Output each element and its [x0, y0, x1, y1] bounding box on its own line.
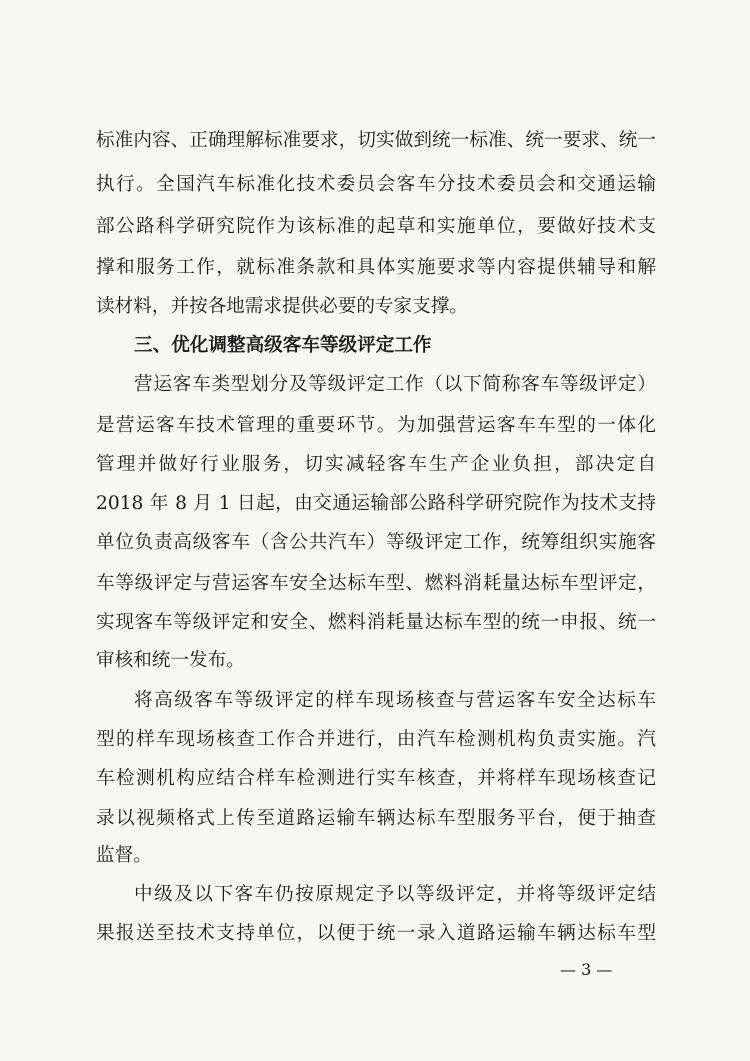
section-heading: 三、优化调整高级客车等级评定工作	[134, 335, 432, 356]
paragraph-2-line-2: 是营运客车技术管理的重要环节。为加强营运客车车型的一体化	[96, 415, 656, 436]
paragraph-4-line-1: 中级及以下客车仍按原规定予以等级评定，并将等级评定结	[134, 884, 656, 905]
paragraph-1-line-2: 执行。全国汽车标准化技术委员会客车分技术委员会和交通运输	[96, 174, 656, 195]
paragraph-1-line-1: 标准内容、正确理解标准要求，切实做到统一标准、统一要求、统一	[96, 130, 656, 151]
paragraph-3-line-3: 车检测机构应结合样车检测进行实车核查，并将样车现场核查记	[96, 768, 656, 789]
paragraph-4-line-2: 果报送至技术支持单位，以便于统一录入道路运输车辆达标车型	[96, 923, 656, 944]
paragraph-1-line-5: 读材料，并按各地需求提供必要的专家支撑。	[96, 296, 468, 317]
paragraph-3-line-1: 将高级客车等级评定的样车现场核查与营运客车安全达标车	[134, 690, 656, 711]
paragraph-2-line-4: 2018 年 8 月 1 日起，由交通运输部公路科学研究院作为技术支持	[96, 493, 656, 514]
paragraph-2-line-1: 营运客车类型划分及等级评定工作（以下简称客车等级评定）	[134, 374, 656, 395]
paragraph-3-line-4: 录以视频格式上传至道路运输车辆达标车型服务平台，便于抽查	[96, 808, 656, 829]
paragraph-1-line-3: 部公路科学研究院作为该标准的起草和实施单位，要做好技术支	[96, 216, 656, 237]
paragraph-1-line-4: 撑和服务工作，就标准条款和具体实施要求等内容提供辅导和解	[96, 257, 656, 278]
paragraph-2-line-6: 车等级评定与营运客车安全达标车型、燃料消耗量达标车型评定，	[96, 573, 656, 594]
paragraph-2-line-5: 单位负责高级客车（含公共汽车）等级评定工作，统筹组织实施客	[96, 532, 656, 553]
paragraph-2-line-8: 审核和统一发布。	[96, 650, 245, 671]
paragraph-2-line-7: 实现客车等级评定和安全、燃料消耗量达标车型的统一申报、统一	[96, 612, 656, 633]
paragraph-3-line-5: 监督。	[96, 845, 152, 866]
paragraph-2-line-3: 管理并做好行业服务，切实减轻客车生产企业负担，部决定自	[96, 454, 656, 475]
paragraph-3-line-2: 型的样车现场核查工作合并进行，由汽车检测机构负责实施。汽	[96, 729, 656, 750]
page-number: — 3 —	[560, 960, 613, 979]
